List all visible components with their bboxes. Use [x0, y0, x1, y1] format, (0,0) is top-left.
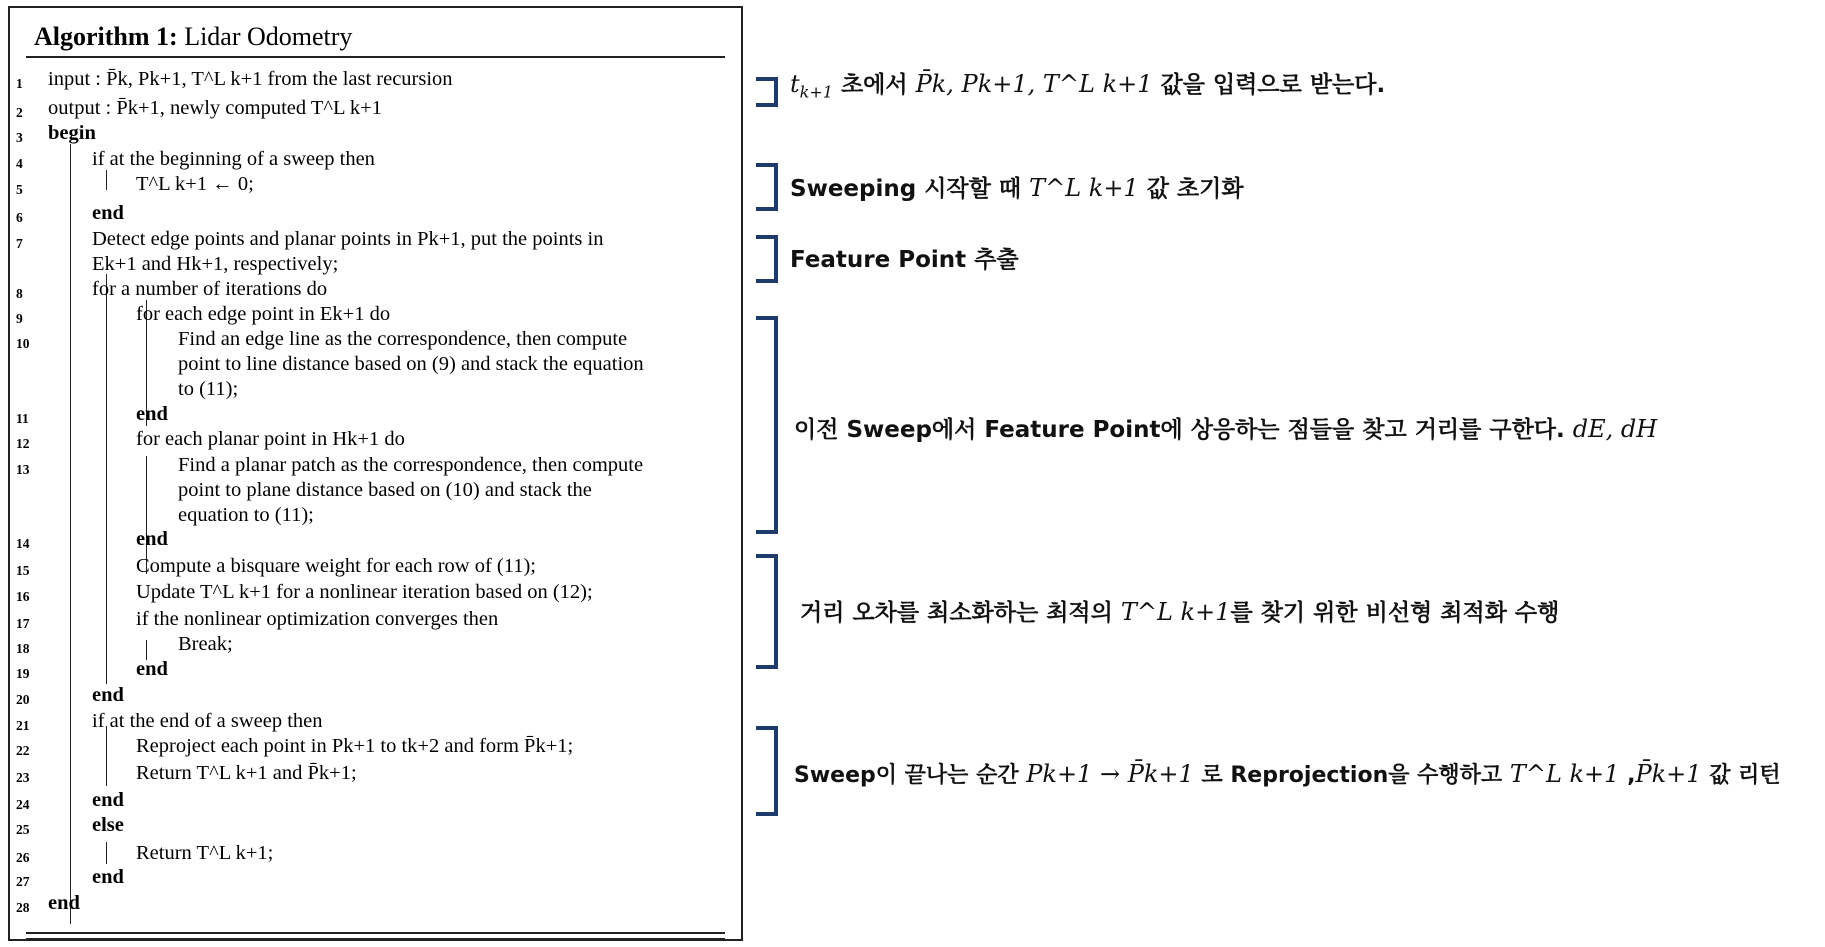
line-number: 3 [16, 130, 23, 145]
algo-line: if at the end of a sweep then [92, 710, 323, 732]
bottom-rule-2 [26, 938, 725, 940]
bracket-4 [756, 318, 776, 532]
algo-line: end [92, 866, 124, 888]
algo-line: Detect edge points and planar points in Pk+1, put the points in [92, 228, 604, 250]
annotation-feature: Feature Point 추출 [790, 247, 1019, 273]
algo-line: Reproject each point in Pk+1 to tk+2 and form P̄k+1; [136, 735, 574, 757]
if-end-block-bar [106, 726, 107, 786]
algo-line: else [92, 814, 124, 836]
line-number: 4 [16, 156, 23, 171]
algo-line: point to plane distance based on (10) and stack the [178, 479, 592, 501]
line-number: 14 [16, 536, 30, 551]
line-number: 18 [16, 641, 30, 656]
line-number: 10 [16, 336, 30, 351]
algo-line: output : P̄k+1, newly computed T^L k+1 [48, 97, 382, 119]
line-number: 25 [16, 822, 30, 837]
annotation-reprojection: Sweep이 끝나는 순간 Pk+1 → P̄k+1 로 Reprojection을 수행하고 T^L k+1 ,P̄k+1 값 리턴 [794, 760, 1781, 788]
bracket-set [752, 0, 784, 947]
algo-line: input : P̄k, Pk+1, T^L k+1 from the last recursion [48, 68, 453, 90]
if-converge-block-bar [146, 640, 147, 660]
begin-block-bar [70, 144, 71, 924]
algorithm-box [8, 6, 743, 941]
algo-line: end [136, 403, 168, 425]
algo-line: end [92, 202, 124, 224]
algo-line: Compute a bisquare weight for each row of (11); [136, 555, 537, 577]
annotation-init: Sweeping 시작할 때 T^L k+1 값 초기화 [790, 174, 1244, 202]
bracket-1 [756, 79, 776, 105]
line-number: 17 [16, 616, 30, 631]
bracket-6 [756, 728, 776, 814]
algo-line: to (11); [178, 378, 239, 400]
line-number: 13 [16, 462, 30, 477]
line-number: 20 [16, 692, 30, 707]
algo-line: begin [48, 122, 96, 144]
algo-line: Update T^L k+1 for a nonlinear iteration based on (12); [136, 581, 593, 603]
title-rule [26, 56, 725, 58]
algo-line: equation to (11); [178, 504, 314, 526]
line-number: 11 [16, 411, 29, 426]
line-number: 2 [16, 105, 23, 120]
bottom-rule [26, 932, 725, 934]
bracket-2 [756, 165, 776, 209]
line-number: 26 [16, 850, 30, 865]
algo-line: end [136, 658, 168, 680]
algo-line: Return T^L k+1; [136, 842, 274, 864]
line-number: 7 [16, 236, 23, 251]
algorithm-title: Algorithm 1: Lidar Odometry [34, 22, 353, 51]
algo-line: Return T^L k+1 and P̄k+1; [136, 762, 357, 784]
line-number: 15 [16, 563, 30, 578]
annotation-correspondence: 이전 Sweep에서 Feature Point에 상응하는 점들을 찾고 거리를 구한다. dE, dH [794, 415, 1658, 443]
annotation-input: $t_{k+1}$ 초에서 P̄k, Pk+1, T^L k+1 값을 입력으로 받는다. [790, 70, 1386, 102]
algo-line: Find an edge line as the correspondence, then compute [178, 328, 628, 350]
algo-line: for a number of iterations do [92, 278, 328, 300]
bracket-5 [756, 556, 776, 667]
if-block-bar [106, 170, 107, 190]
bracket-3 [756, 237, 776, 281]
line-number: 1 [16, 76, 23, 91]
algo-line: for each edge point in Ek+1 do [136, 303, 391, 325]
algo-line: end [92, 789, 124, 811]
algo-line: for each planar point in Hk+1 do [136, 428, 405, 450]
line-number: 22 [16, 743, 30, 758]
else-block-bar [106, 842, 107, 864]
algo-line: Find a planar patch as the correspondence, then compute [178, 454, 644, 476]
line-number: 19 [16, 666, 30, 681]
algo-line: T^L k+1 ← 0; [136, 173, 254, 195]
line-number: 21 [16, 718, 30, 733]
line-number: 12 [16, 436, 30, 451]
algo-line: if the nonlinear optimization converges then [136, 608, 499, 630]
algo-line: end [48, 892, 80, 914]
algo-line: Break; [178, 633, 233, 655]
algo-line: point to line distance based on (9) and stack the equation [178, 353, 644, 375]
line-number: 8 [16, 286, 23, 301]
line-number: 16 [16, 589, 30, 604]
annotation-optimization: 거리 오차를 최소화하는 최적의 T^L k+1를 찾기 위한 비선형 최적화 수행 [800, 598, 1560, 626]
line-number: 9 [16, 311, 23, 326]
algo-line: end [136, 528, 168, 550]
algo-line: Ek+1 and Hk+1, respectively; [92, 253, 339, 275]
line-number: 27 [16, 874, 30, 889]
algo-line: end [92, 684, 124, 706]
algo-line: if at the beginning of a sweep then [92, 148, 375, 170]
for-block-bar [106, 274, 107, 684]
line-number: 6 [16, 210, 23, 225]
line-number: 28 [16, 900, 30, 915]
line-number: 24 [16, 797, 30, 812]
line-number: 5 [16, 182, 23, 197]
line-number: 23 [16, 770, 30, 785]
